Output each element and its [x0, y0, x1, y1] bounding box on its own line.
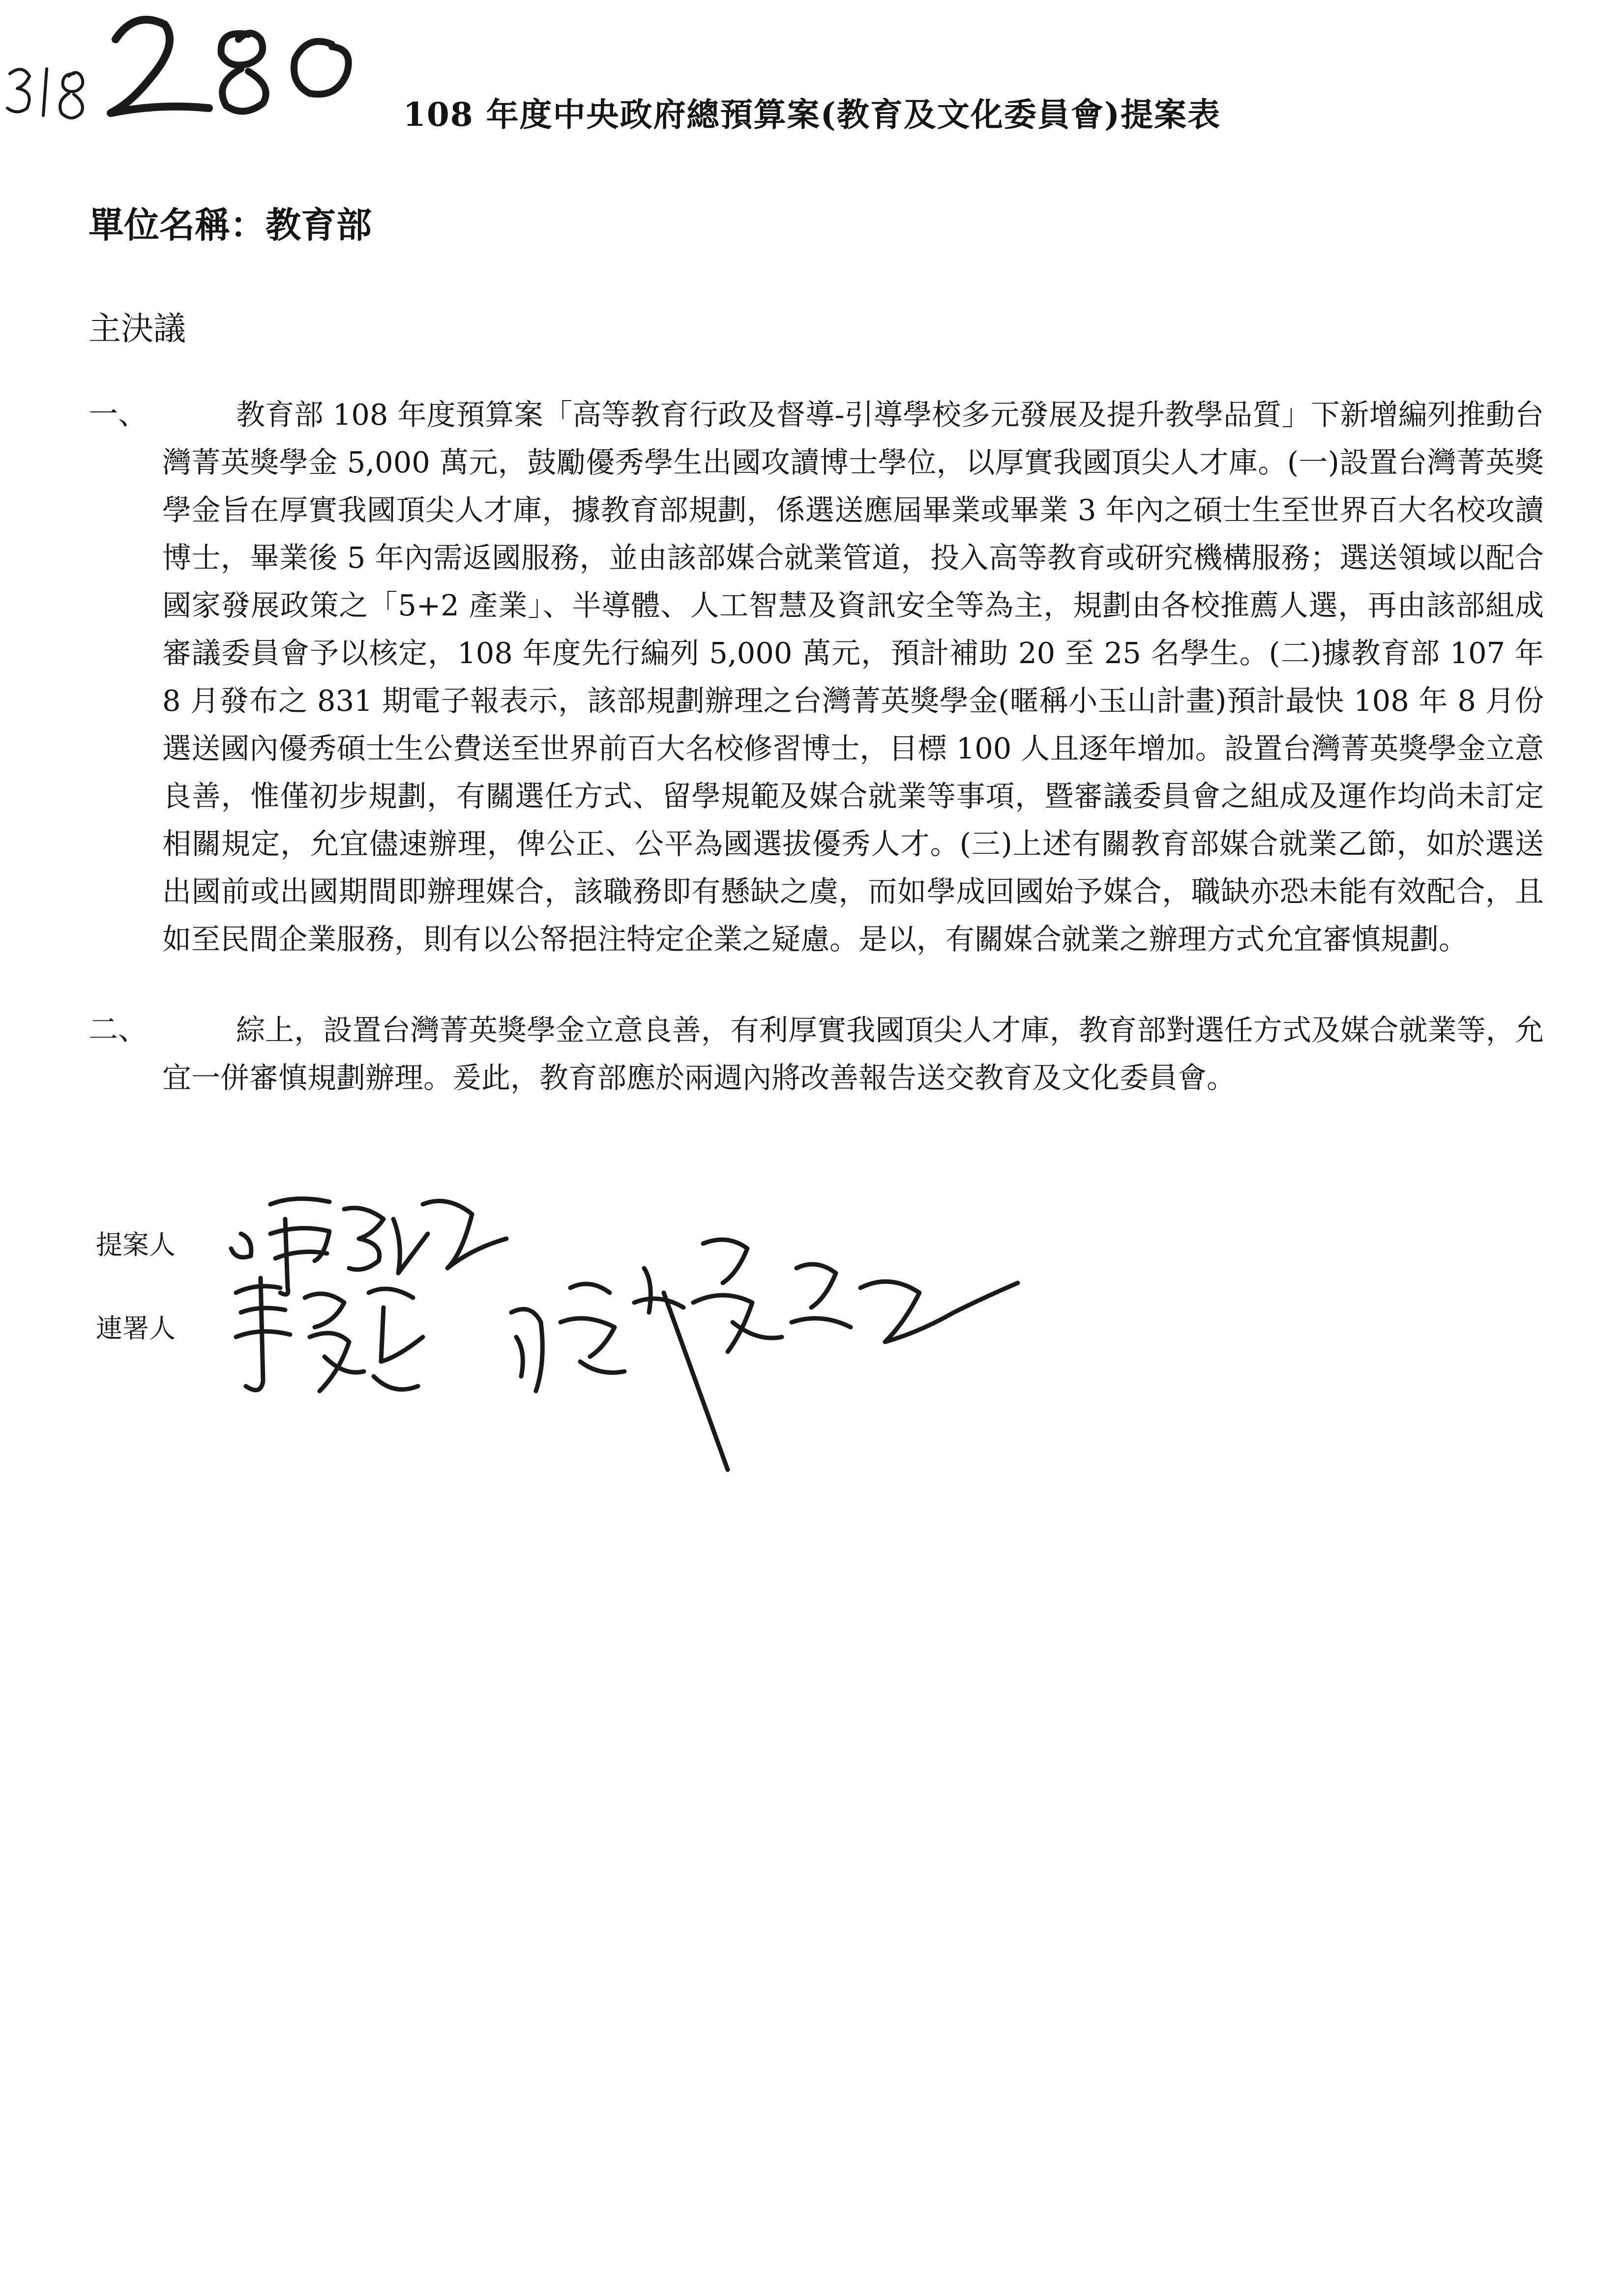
resolution-label: 主決議 — [89, 310, 186, 348]
cosigner-label: 連署人 — [96, 1313, 176, 1344]
cosigner-signature-1 — [226, 1263, 443, 1421]
item-number: 二、 — [89, 1013, 148, 1047]
proposer-label: 提案人 — [96, 1229, 176, 1260]
item-text: 教育部 108 年度預算案「高等教育行政及督導-引導學校多元發展及提升教學品質」下新增編列推動台灣菁英獎學金 5,000 萬元，鼓勵優秀學生出國攻讀博士學位，以厚實我國頂尖人才庫。(一)設置台灣菁英獎學金旨在厚實我國頂尖人才庫，據教育部規劃，係選送應屆畢業或畢業 3 年內之碩士生至世界百大名校攻讀博士，畢業後 5 年內需返國服務，並由該部媒合就業管道，投入高等教育或研究機構服務；選送領域以配合國家發展政策之「5+2 產業」、半導體、人工智慧及資訊安全等為主，規劃由各校推薦人選，再由該部組成審議委員會予以核定，108 年度先行編列 5,000 萬元，預計補助 20 至 25 名學生。(二)據教育部 107 年 8 月發布之 831 期電子報表示，該部規劃辦理之台灣菁英獎學金(暱稱小玉山計畫)預計最快 108 年 8 月份選送國內優秀碩士生公費送至世界前百大名校修習博士，目標 100 人且逐年增加。設置台灣菁英獎學金立意良善，惟僅初步規劃，有關選任方式、留學規範及媒合就業等事項，暨審議委員會之組成及運作均尚未訂定相關規定，允宜儘速辦理，俾公正、公平為國選拔優秀人才。(三)上述有關教育部媒合就業乙節，如於選送出國前或出國期間即辦理媒合，該職務即有懸缺之虞，而如學成回國始予媒合，職缺亦恐未能有效配合，且如至民間企業服務，則有以公帑挹注特定企業之疑慮。是以，有關媒合就業之辦理方式允宜審慎規劃。 — [162, 398, 1544, 956]
item-text: 綜上，設置台灣菁英獎學金立意良善，有利厚實我國頂尖人才庫，教育部對選任方式及媒合就業等，允宜一併審慎規劃辦理。爰此，教育部應於兩週內將改善報告送交教育及文化委員會。 — [162, 1013, 1544, 1095]
cosigner-signature-2 — [497, 1214, 1033, 1480]
unit-name: 單位名稱：教育部 — [89, 204, 372, 246]
item-number: 一、 — [89, 397, 148, 432]
document-title: 108 年度中央政府總預算案(教育及文化委員會)提案表 — [403, 95, 1221, 134]
